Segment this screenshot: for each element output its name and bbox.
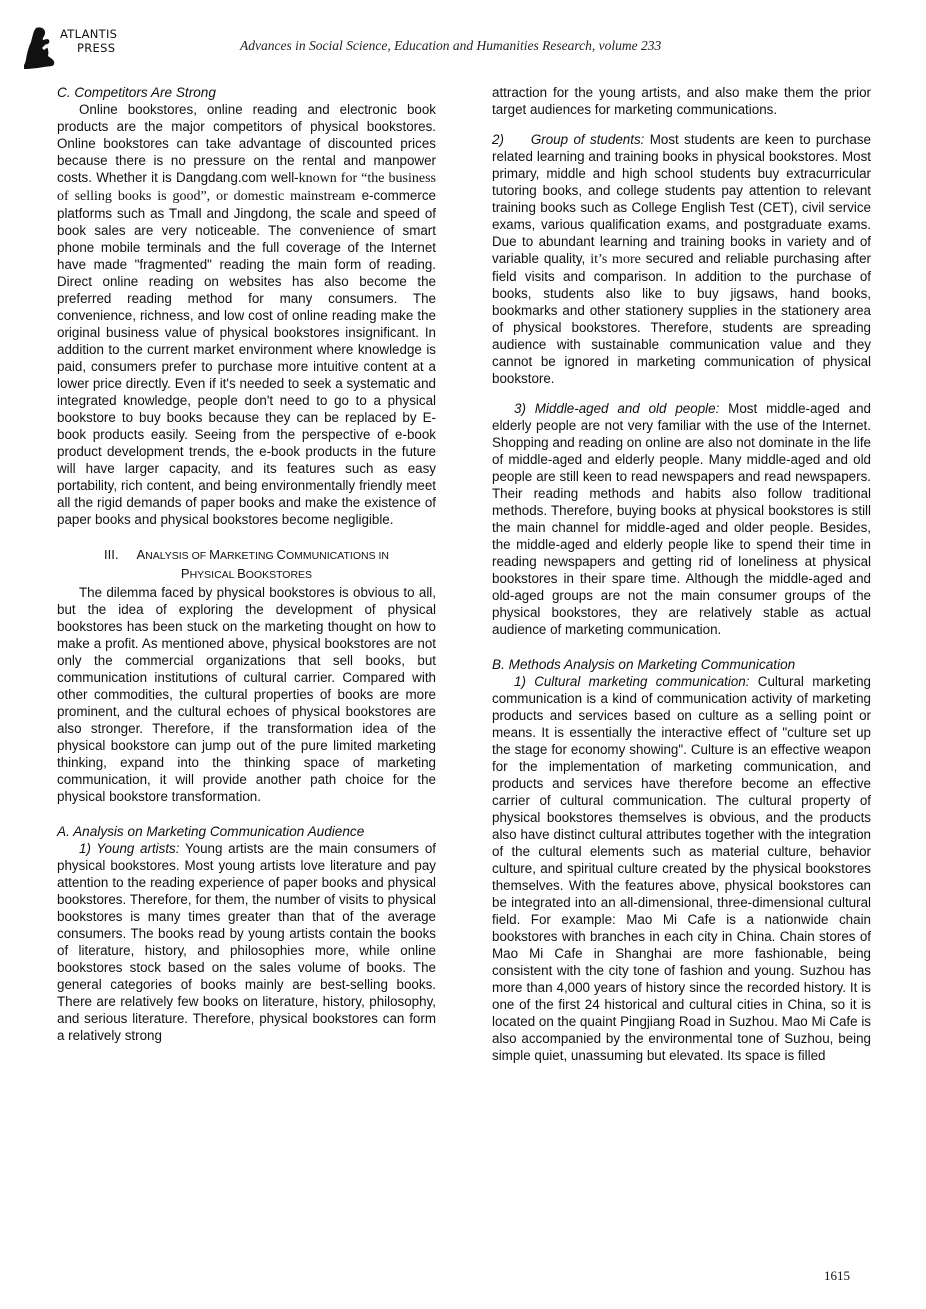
title-smallcaps: HYSICAL — [189, 569, 238, 581]
middle-aged-paragraph — [492, 400, 871, 638]
title-smallcaps: ARKETING — [219, 550, 277, 562]
section-c-heading: C. Competitors Are Strong — [57, 85, 216, 100]
title-smallcaps: OOKSTORES — [245, 569, 313, 581]
item-text: Cultural marketing communication is a kind of communication activity of marketing products and services based on culture as a selling point or means. It is essentially the interactive effect of "culture set up the stage for economy showing". Culture is an effective weapon for the implementation of marketing communication, and products and services have therefore become an effective carrier of cultural communication. The cultural property of physical bookstores themselves is obvious, and the products also have distinct cultural attributes together with the integration of the cultural elements such as material culture, behavior culture, and spiritual culture created by the physical bookstores themselves. With the features above, physical bookstores can be integrated into an all-dimensional, three-dimensional cultural field. For example: Mao Mi Cafe is a nationwide chain bookstores with branches in each city in China. Chain stores of Mao Mi Cafe in Shanghai are more fashionable, being consistent with the city tone of fashion and young. Suzhou has more than 4,000 years of history since the recorded history. It is one of the first 24 historical and cultural cities in China, so it is located on the quaint Pingjiang Road in Suzhou. Mao Mi Cafe is also accompanied by the environmental tone of Suzhou, being simple quiet, unassuming but elevated. Its space is filled — [492, 674, 871, 1063]
text-run: e-commerce platforms such as Tmall and Jingdong, the scale and speed of book sales are very noticeable. The convenience of smart phone mobile terminals and the full coverage of the Internet have made "fragmented" reading the main form of reading. Direct online reading on websites has also become the preferred reading method for many consumers. The convenience, richness, and low cost of online reading make the original business value of physical bookstores insignificant. In addition to the current market environment where knowledge is paid, consumers prefer to purchase more intuitive content at a lower price directly. Even if it's needed to seek a systematic and integrated knowledge, people don't need to go to a physical bookstore to buy books because they can be replaced by E-book products easily. Seeing from the perspective of e-book product development trends, the e-book products in the future will have larger capacity, and its features such as easy portability, rich content, and being environmentally friendly meet all the rigid demands of paper books and make the existence of paper books and physical bookstores become negligible. — [57, 188, 436, 527]
section-iii-paragraph: The dilemma faced by physical bookstores is obvious to all, but the idea of exploring the development of physical bookstores has been stuck on the marketing thought on how to make a profit. As mentioned above, physical bookstores are not only the commercial organizations that sell books, but communication institutions of cultural carrier. Compared with other commodities, the cultural properties of books are more prominent, and the cultural echoes of physical bookstores are also stronger. Therefore, if the transformation idea of the physical bookstore can jump out of the pure limited marketing thinking, expand into the thinking space of marketing communication, it will provide another path choice for the physical bookstore transformation. — [57, 585, 436, 804]
text-run-serif: known for “the business of selling books is good”, or domestic mainstream — [57, 171, 436, 204]
logo-line-2: PRESS — [77, 41, 116, 55]
publisher-logo — [22, 26, 137, 70]
thinker-statue-icon — [22, 26, 60, 70]
item-label: 1) Young artists: — [79, 841, 180, 856]
item-label: 1) Cultural marketing communication: — [514, 674, 750, 689]
students-paragraph — [492, 131, 871, 387]
young-artists-paragraph — [57, 840, 436, 1044]
text-run: Online bookstores, online reading and electronic book products are the major competitors of physical bookstores. Online bookstores can take advantage of discounted prices because there is no pressure on the rental and manpower costs. Whether it is Dangdang.com well- — [57, 102, 436, 185]
young-artists-continued: attraction for the young artists, and also make them the prior target audiences for marketing communications. — [492, 85, 871, 117]
item-label: 3) Middle-aged and old people: — [514, 401, 720, 416]
title-cap: A — [136, 547, 146, 562]
section-a-heading: A. Analysis on Marketing Communication Audience — [57, 824, 365, 839]
title-cap: P — [180, 566, 190, 581]
item-label: 2) Group of students: — [492, 132, 645, 147]
section-b-heading: B. Methods Analysis on Marketing Communication — [492, 657, 796, 672]
page-number: 1615 — [824, 1268, 850, 1283]
title-smallcaps: OMMUNICATIONS IN — [285, 550, 389, 562]
title-cap: M — [209, 547, 220, 562]
title-smallcaps: NALYSIS OF — [145, 550, 210, 562]
title-cap: C — [276, 547, 286, 562]
item-text: Most middle-aged and elderly people are not very familiar with the use of the Internet. Shopping and reading on online are also not dominate in the life of middle-aged and elderly people. Many middle-aged and old people are still keen to read newspapers and read newspapers. Their reading methods and habits also follow traditional methods. Therefore, buying books at physical bookstores is still the main channel for middle-aged and older people. Besides, the middle-aged and elderly people like to spend their time in reading newspapers and getting rid of loneliness at physical bookstores in their spare time. Although the middle-aged and old-aged groups are not the main consumer groups of the physical bookstores, they are relatively stable as actual audience of marketing communication. — [492, 401, 872, 637]
item-text-serif: it’s more — [590, 252, 641, 267]
running-head: Advances in Social Science, Education and Humanities Research, volume 233 — [240, 38, 662, 53]
section-c-paragraph — [57, 101, 436, 528]
section-number: III. — [103, 547, 119, 562]
cultural-marketing-paragraph — [492, 673, 871, 1064]
right-column — [492, 84, 871, 1064]
item-text: secured and reliable purchasing after field visits and comparison. In addition to the purchase of books, students also like to buy jigsaws, hand books, bookmarks and other stationery supplies in the stationery area of physical bookstores. Therefore, students are spreading audience with sustainable communication value and they cannot be ignored in marketing communication of physical bookstore. — [492, 251, 871, 386]
title-cap: B — [237, 566, 246, 581]
item-text: Young artists are the main consumers of physical bookstores. Most young artists love literature and pay attention to the reading experience of paper books and physical bookstores. Therefore, for them, the number of visits to physical bookstores is many times greater than that of the average consumers. The books read by young artists contain the books of literature, history, and philosophies more, while online bookstores stock based on the sales volume of books. The general categories of books mainly are best-selling books. There are relatively few books on literature, history, philosophy, and serious literature. Therefore, physical bookstores can form a relatively strong — [57, 841, 436, 1043]
logo-line-1: ATLANTIS — [60, 27, 118, 41]
section-iii-heading — [57, 546, 436, 584]
item-text: Most students are keen to purchase related learning and training books in physical bookstores. Most primary, middle and high school students buy extracurricular tutoring books, and college students pay attention to relevant training books such as College English Test (CET), civil service exams, various qualification exams, and postgraduate exams. Due to abundant learning and training books in variety and of variable quality, — [492, 132, 871, 266]
left-column — [57, 84, 436, 1044]
